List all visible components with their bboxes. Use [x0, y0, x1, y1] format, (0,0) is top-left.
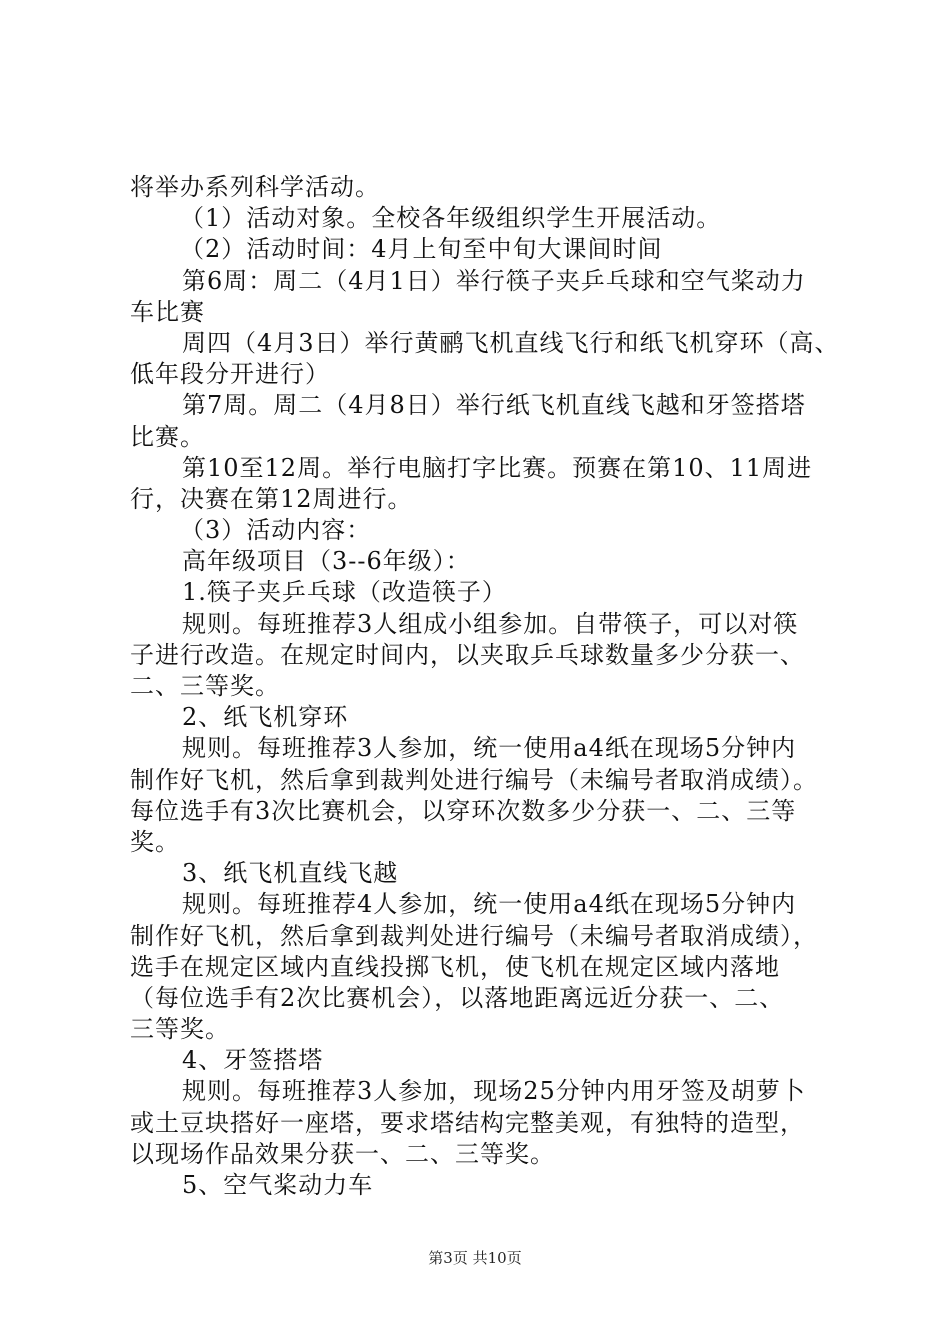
- text-line: 第10至12周。举行电脑打字比赛。预赛在第10、11周进: [182, 453, 813, 482]
- text-line: 选手在规定区域内直线投掷飞机，使飞机在规定区域内落地: [130, 952, 780, 981]
- document-body: [130, 172, 840, 1201]
- text-line: 以现场作品效果分获一、二、三等奖。: [130, 1139, 555, 1168]
- text-line: 第7周。周二（4月8日）举行纸飞机直线飞越和牙签搭塔: [182, 391, 806, 420]
- page-number-footer: 第3页 共10页: [428, 1249, 522, 1267]
- text-line: 车比赛: [130, 297, 205, 326]
- text-line: 奖。: [130, 827, 180, 856]
- text-line: 规则。每班推荐3人参加，现场25分钟内用牙签及胡萝卜: [182, 1077, 806, 1106]
- text-line: 子进行改造。在规定时间内，以夹取乒乓球数量多少分获一、: [130, 640, 805, 669]
- text-line: （每位选手有2次比赛机会），以落地距离远近分获一、二、: [130, 983, 785, 1012]
- text-line: 将举办系列科学活动。: [130, 173, 380, 201]
- text-line: （1）活动对象。全校各年级组织学生开展活动。: [180, 204, 722, 233]
- text-line: 4、牙签搭塔: [182, 1046, 324, 1075]
- text-line: 规则。每班推荐3人参加，统一使用a4纸在现场5分钟内: [182, 734, 797, 763]
- text-line: 三等奖。: [130, 1015, 230, 1044]
- text-line: （3）活动内容：: [180, 516, 372, 545]
- text-line: 1.筷子夹乒乓球（改造筷子）: [182, 578, 507, 607]
- text-line: 二、三等奖。: [130, 672, 280, 700]
- text-line: 5、空气桨动力车: [182, 1171, 374, 1199]
- text-line: 低年段分开进行）: [130, 360, 330, 389]
- text-line: 每位选手有3次比赛机会，以穿环次数多少分获一、二、三等: [130, 796, 797, 825]
- text-line: 周四（4月3日）举行黄鹂飞机直线飞行和纸飞机穿环（高、: [182, 328, 840, 357]
- text-line: 或土豆块搭好一座塔，要求塔结构完整美观，有独特的造型，: [130, 1108, 805, 1137]
- text-line: 比赛。: [130, 422, 205, 451]
- text-line: （2）活动时间：4月上旬至中旬大课间时间: [180, 235, 663, 264]
- text-line: 行，决赛在第12周进行。: [130, 484, 413, 513]
- text-line: 3、纸飞机直线飞越: [182, 859, 399, 888]
- text-line: 规则。每班推荐3人组成小组参加。自带筷子，可以对筷: [182, 609, 799, 638]
- text-line: 制作好飞机，然后拿到裁判处进行编号（未编号者取消成绩），: [130, 921, 818, 950]
- text-line: 2、纸飞机穿环: [182, 703, 349, 732]
- text-line: 制作好飞机，然后拿到裁判处进行编号（未编号者取消成绩）。: [130, 765, 818, 794]
- text-line: 第6周：周二（4月1日）举行筷子夹乒乓球和空气桨动力: [182, 266, 806, 295]
- text-line: 规则。每班推荐4人参加，统一使用a4纸在现场5分钟内: [182, 890, 797, 919]
- text-line: 高年级项目（3--6年级）：: [182, 547, 471, 576]
